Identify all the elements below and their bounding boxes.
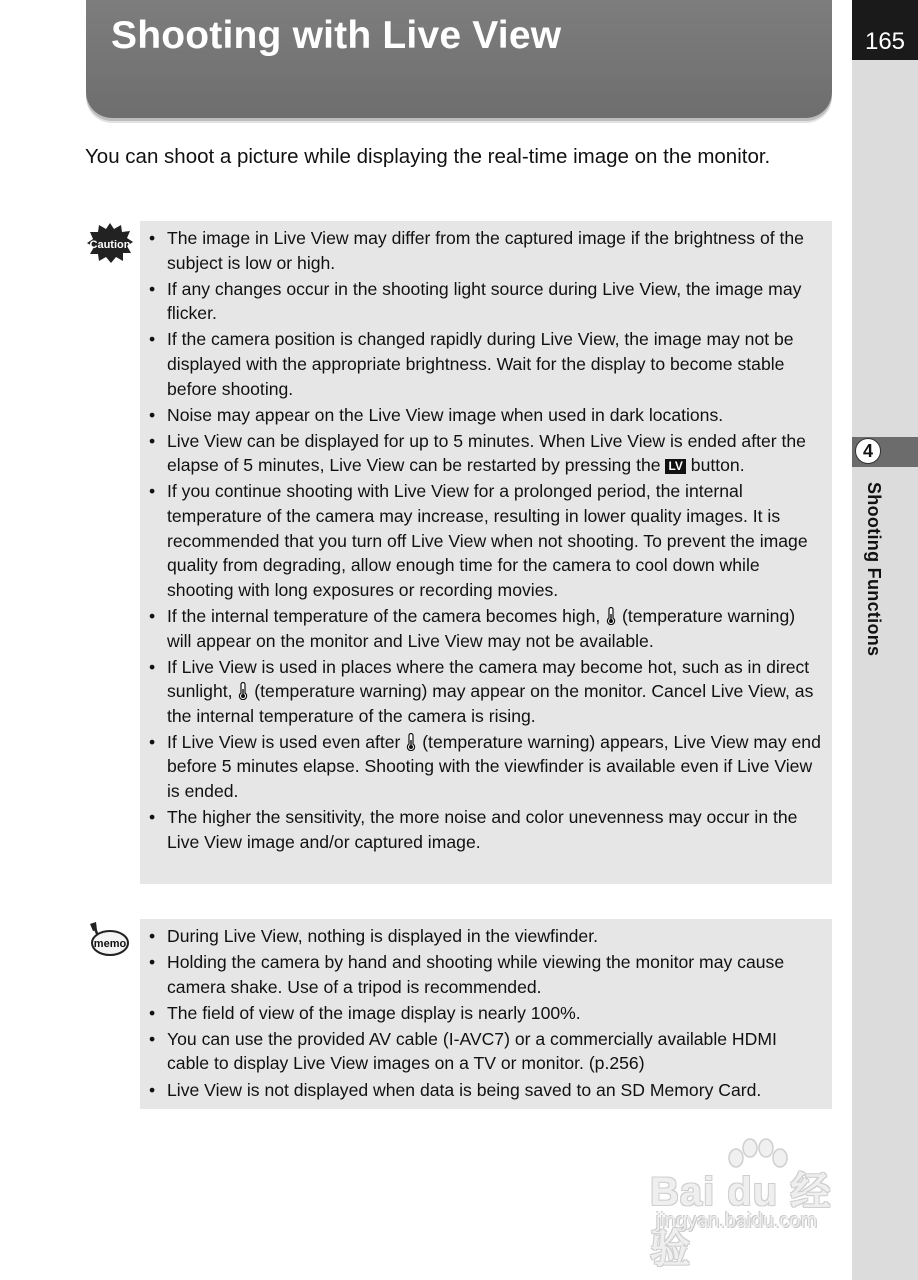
list-item: • If Live View is used even after (temperature warning) appears, Live View may end before 5 minutes elapse. Shooting with the viewfinder is available even if Live View is ended. <box>149 730 822 804</box>
watermark-text: Bai du 经验 <box>650 1170 832 1271</box>
caution-box <box>140 221 832 884</box>
list-item: • If the internal temperature of the camera becomes high, (temperature warning) will appear on the monitor and Live View may not be available. <box>149 604 822 653</box>
page-title: Shooting with Live View <box>111 14 562 57</box>
list-item: • The field of view of the image display is nearly 100%. <box>149 1001 822 1026</box>
caution-list <box>149 226 822 854</box>
memo-box <box>140 919 832 1109</box>
list-item: • The higher the sensitivity, the more noise and color unevenness may occur in the Live View image and/or captured image. <box>149 805 822 854</box>
thermometer-icon <box>606 607 616 625</box>
list-item: • The image in Live View may differ from the captured image if the brightness of the subject is low or high. <box>149 226 822 275</box>
list-item: • Holding the camera by hand and shooting while viewing the monitor may cause camera shake. Use of a tripod is recommended. <box>149 950 822 999</box>
memo-icon-label: memo <box>93 938 127 950</box>
chapter-number: 4 <box>855 438 881 464</box>
list-item: • Live View is not displayed when data is being saved to an SD Memory Card. <box>149 1078 822 1103</box>
memo-icon <box>86 922 130 958</box>
caution-icon <box>86 222 134 264</box>
list-item: • If you continue shooting with Live View for a prolonged period, the internal temperature of the camera may increase, resulting in lower quality images. It is recommended that you turn off Live View when not shooting. To prevent the image quality from degrading, allow enough time for the camera to cool down while shooting with long exposures or recording movies. <box>149 479 822 602</box>
intro-paragraph: You can shoot a picture while displaying the real-time image on the monitor. <box>85 145 771 168</box>
watermark <box>650 1138 865 1271</box>
chapter-title: Shooting Functions <box>864 482 884 657</box>
list-item: • Live View can be displayed for up to 5 minutes. When Live View is ended after the elapse of 5 minutes, Live View can be restarted by pressing the LV button. <box>149 429 822 478</box>
list-item: • During Live View, nothing is displayed in the viewfinder. <box>149 924 822 949</box>
caution-icon-label: Caution <box>89 239 131 251</box>
thermometer-icon <box>238 682 248 700</box>
title-banner <box>86 0 832 118</box>
lv-button-icon: LV <box>665 459 685 474</box>
list-item: • Noise may appear on the Live View image when used in dark locations. <box>149 403 822 428</box>
list-item: • You can use the provided AV cable (I-AVC7) or a commercially available HDMI cable to display Live View images on a TV or monitor. (p.256) <box>149 1027 822 1076</box>
thermometer-icon <box>406 733 416 751</box>
watermark-url: jingyan.baidu.com <box>656 1210 818 1232</box>
page-number: 165 <box>852 0 918 60</box>
memo-list <box>149 924 822 1102</box>
chapter-sidebar <box>852 0 918 1280</box>
list-item: • If Live View is used in places where the camera may become hot, such as in direct sunlight, (temperature warning) may appear on the monitor. Cancel Live View, as the internal temperature of the camera is rising. <box>149 655 822 729</box>
list-item: • If any changes occur in the shooting light source during Live View, the image may flicker. <box>149 277 822 326</box>
list-item: • If the camera position is changed rapidly during Live View, the image may not be displayed with the appropriate brightness. Wait for the display to become stable before shooting. <box>149 327 822 401</box>
